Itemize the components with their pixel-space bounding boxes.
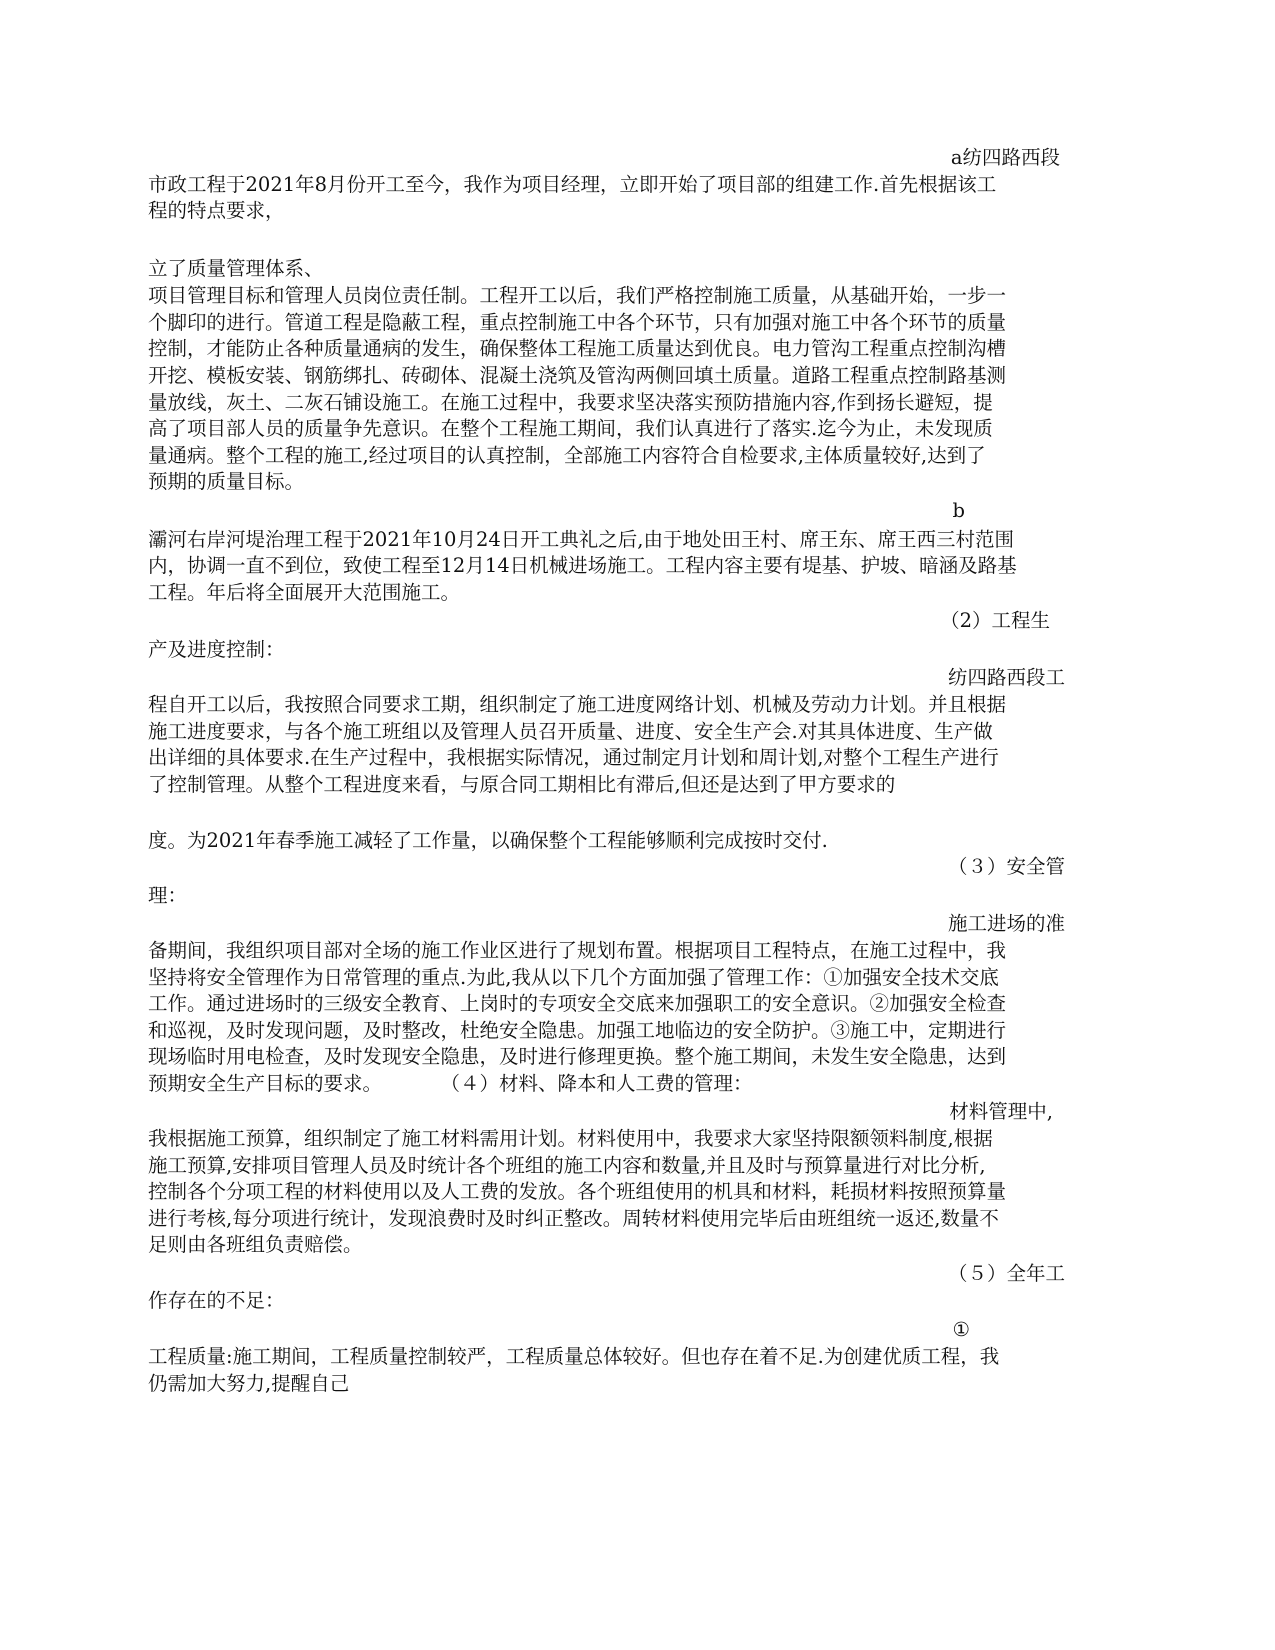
text-line: 我根据施工预算，组织制定了施工材料需用计划。材料使用中，我要求大家坚持限额领料制度,根据 [148, 1127, 993, 1150]
text-line: 现场临时用电检查，及时发现安全隐患，及时进行修理更换。整个施工期间，未发生安全隐患，达到 [148, 1045, 1007, 1068]
text-line: 个脚印的进行。管道工程是隐蔽工程，重点控制施工中各个环节，只有加强对施工中各个环节的质量 [148, 311, 1007, 334]
text-line: 工程。年后将全面展开大范围施工。 [148, 581, 461, 604]
text-line: 项目管理目标和管理人员岗位责任制。工程开工以后，我们严格控制施工质量，从基础开始，一步一 [148, 284, 1007, 307]
text-line: 工程质量:施工期间，工程质量控制较严，工程质量总体较好。但也存在着不足.为创建优质工程，我 [148, 1345, 1000, 1368]
text-line: 了控制管理。从整个工程进度来看，与原合同工期相比有滞后,但还是达到了甲方要求的 [148, 773, 896, 796]
text-line: a纺四路西段 [950, 146, 1060, 169]
text-line: 产及进度控制： [148, 638, 285, 661]
text-line: 工作。通过进场时的三级安全教育、上岗时的专项安全交底来加强职工的安全意识。②加强安全检查 [148, 992, 1007, 1015]
text-line: 市政工程于2021年8月份开工至今，我作为项目经理，立即开始了项目部的组建工作.首先根据该工 [148, 173, 997, 196]
text-line: 坚持将安全管理作为日常管理的重点.为此,我从以下几个方面加强了管理工作：①加强安全技术交底 [148, 966, 999, 989]
text-line: 纺四路西段工 [947, 666, 1065, 689]
text-line: 程的特点要求， [148, 199, 285, 222]
text-line: 控制各个分项工程的材料使用以及人工费的发放。各个班组使用的机具和材料，耗损材料按照预算量 [148, 1180, 1007, 1203]
text-line: 仍需加大努力,提醒自己 [148, 1372, 350, 1395]
text-line: 和巡视，及时发现问题，及时整改，杜绝安全隐患。加强工地临边的安全防护。③施工中，定期进行 [148, 1019, 1007, 1042]
text-line: 施工进场的准 [947, 912, 1065, 935]
text-line: 高了项目部人员的质量争先意识。在整个工程施工期间，我们认真进行了落实.迄今为止，未发现质 [148, 417, 993, 440]
text-line: 材料管理中, [949, 1100, 1053, 1123]
list-marker: ① [952, 1318, 970, 1341]
section-heading: （５）全年工 [947, 1262, 1065, 1285]
text-line: 施工进度要求，与各个施工班组以及管理人员召开质量、进度、安全生产会.对其具体进度、生产做 [148, 720, 993, 743]
section-heading: （2）工程生 [940, 609, 1050, 632]
text-line: 预期安全生产目标的要求。 （４）材料、降本和人工费的管理： [148, 1072, 753, 1095]
text-line: 作存在的不足： [148, 1289, 285, 1312]
text-line: 备期间，我组织项目部对全场的施工作业区进行了规划布置。根据项目工程特点，在施工过程中，我 [148, 939, 1007, 962]
text-line: 预期的质量目标。 [148, 470, 305, 493]
text-line: 理： [148, 884, 188, 907]
text-line: 量通病。整个工程的施工,经过项目的认真控制，全部施工内容符合自检要求,主体质量较好,达到了 [148, 444, 986, 467]
text-line: 控制，才能防止各种质量通病的发生，确保整体工程施工质量达到优良。电力管沟工程重点控制沟槽 [148, 337, 1007, 360]
text-line: 量放线，灰土、二灰石铺设施工。在施工过程中，我要求坚决落实预防措施内容,作到扬长避短，提 [148, 391, 993, 414]
text-line: 立了质量管理体系、 [148, 257, 324, 280]
text-line: 足则由各班组负责赔偿。 [148, 1233, 363, 1256]
text-line: 施工预算,安排项目管理人员及时统计各个班组的施工内容和数量,并且及时与预算量进行对比分析, [148, 1154, 986, 1177]
text-line: 内，协调一直不到位，致使工程至12月14日机械进场施工。工程内容主要有堤基、护坡、暗涵及路基 [148, 554, 1017, 577]
text-line: b [952, 499, 965, 522]
text-line: 灞河右岸河堤治理工程于2021年10月24日开工典礼之后,由于地处田王村、席王东、席王西三村范围 [148, 528, 1014, 551]
text-line: 程自开工以后，我按照合同要求工期，组织制定了施工进度网络计划、机械及劳动力计划。并且根据 [148, 693, 1007, 716]
text-line: 开挖、模板安装、钢筋绑扎、砖砌体、混凝土浇筑及管沟两侧回填土质量。道路工程重点控制路基测 [148, 364, 1007, 387]
text-line: 度。为2021年春季施工减轻了工作量，以确保整个工程能够顺利完成按时交付. [148, 829, 828, 852]
section-heading: （３）安全管 [947, 855, 1065, 878]
text-line: 出详细的具体要求.在生产过程中，我根据实际情况，通过制定月计划和周计划,对整个工程生产进行 [148, 746, 999, 769]
text-line: 进行考核,每分项进行统计，发现浪费时及时纠正整改。周转材料使用完毕后由班组统一返还,数量不 [148, 1207, 999, 1230]
